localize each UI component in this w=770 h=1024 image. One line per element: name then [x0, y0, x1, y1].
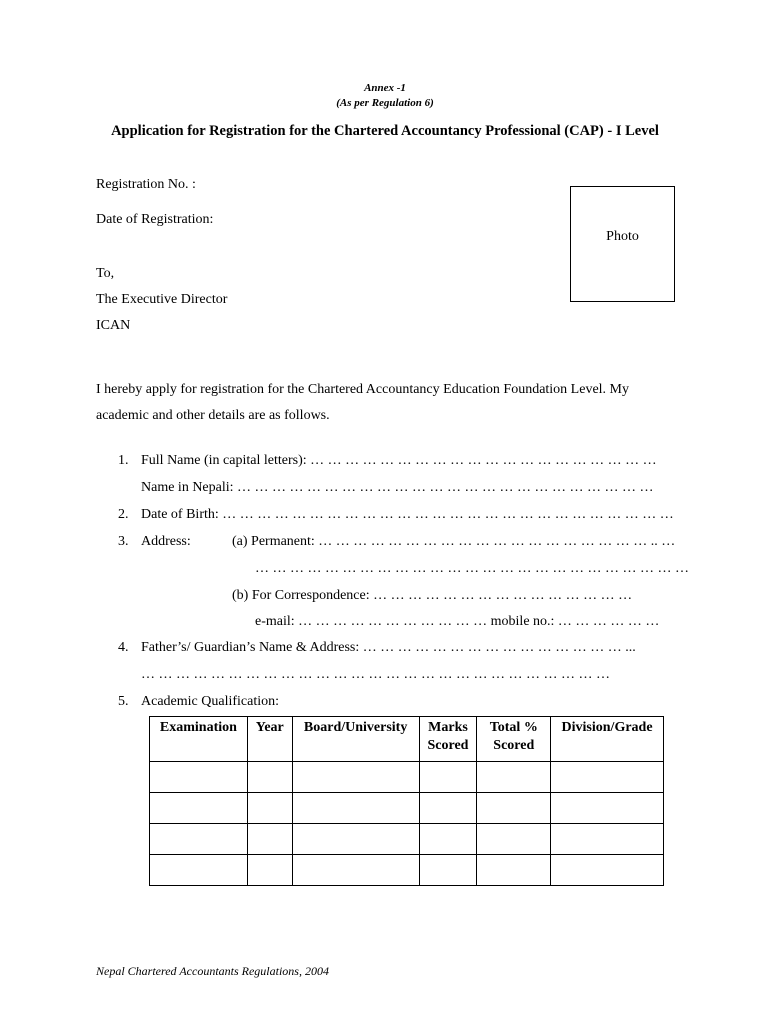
table-header-row [150, 717, 664, 762]
item-number-3: 3. [118, 534, 129, 549]
nepali-name-field[interactable]: Name in Nepali: … … … … … … … … … … … … … … … … … … … … … … … … [141, 480, 654, 495]
qualification-table [149, 716, 664, 886]
table-cell[interactable] [477, 855, 551, 886]
addressee-title: The Executive Director [96, 292, 228, 307]
email-mobile-field[interactable]: e-mail: … … … … … … … … … … … mobile no.: … … … … … … [255, 614, 660, 629]
annex-label: Annex -1 [364, 82, 406, 94]
table-row [150, 855, 664, 886]
item-number-4: 4. [118, 640, 129, 655]
page-title: Application for Registration for the Chartered Accountancy Professional (CAP) - I Level [111, 123, 659, 139]
column-header-board: Board/University [292, 717, 419, 762]
table-cell[interactable] [419, 824, 477, 855]
table-cell[interactable] [551, 824, 664, 855]
item-number-2: 2. [118, 507, 129, 522]
table-cell[interactable] [292, 855, 419, 886]
intro-line-1: I hereby apply for registration for the Chartered Accountancy Education Foundation Level. My [96, 382, 629, 397]
regulation-label: (As per Regulation 6) [336, 97, 434, 109]
column-header-examination: Examination [150, 717, 248, 762]
table-cell[interactable] [150, 793, 248, 824]
table-cell[interactable] [292, 762, 419, 793]
table-cell[interactable] [247, 793, 292, 824]
registration-no-label: Registration No. : [96, 177, 196, 192]
column-header-total: Total % Scored [477, 717, 551, 762]
footer-text: Nepal Chartered Accountants Regulations, 2004 [96, 964, 329, 978]
table-cell[interactable] [551, 855, 664, 886]
table-cell[interactable] [150, 824, 248, 855]
table-cell[interactable] [477, 793, 551, 824]
full-name-field[interactable]: Full Name (in capital letters): … … … … … … … … … … … … … … … … … … … … [141, 453, 657, 468]
table-cell[interactable] [419, 855, 477, 886]
permanent-address-cont-field[interactable]: … … … … … … … … … … … … … … … … … … … … … … … … … [255, 561, 689, 576]
dob-field[interactable]: Date of Birth: … … … … … … … … … … … … … … … … … … … … … … … … … … [141, 507, 674, 522]
photo-label: Photo [606, 229, 639, 244]
addressee-to: To, [96, 266, 115, 281]
table-cell[interactable] [247, 762, 292, 793]
item-number-1: 1. [118, 453, 129, 468]
table-cell[interactable] [247, 855, 292, 886]
table-cell[interactable] [292, 793, 419, 824]
table-row [150, 793, 664, 824]
permanent-address-field[interactable]: (a) Permanent: … … … … … … … … … … … … … … … … … … … .. … [232, 534, 676, 549]
table-cell[interactable] [247, 824, 292, 855]
table-row [150, 824, 664, 855]
table-cell[interactable] [419, 762, 477, 793]
intro-line-2: academic and other details are as follows. [96, 408, 330, 423]
table-cell[interactable] [477, 824, 551, 855]
table-cell[interactable] [150, 855, 248, 886]
item-number-5: 5. [118, 694, 129, 709]
table-row [150, 762, 664, 793]
registration-date-label: Date of Registration: [96, 212, 214, 227]
column-header-marks: Marks Scored [419, 717, 477, 762]
table-cell[interactable] [551, 793, 664, 824]
table-cell[interactable] [419, 793, 477, 824]
guardian-field[interactable]: Father’s/ Guardian’s Name & Address: … … … … … … … … … … … … … … … ... [141, 640, 636, 655]
table-cell[interactable] [292, 824, 419, 855]
guardian-cont-field[interactable]: … … … … … … … … … … … … … … … … … … … … … … … … … … … [141, 667, 610, 682]
column-header-year: Year [247, 717, 292, 762]
academic-qualification-label: Academic Qualification: [141, 694, 279, 709]
column-header-division: Division/Grade [551, 717, 664, 762]
photo-box[interactable] [570, 186, 675, 302]
table-cell[interactable] [477, 762, 551, 793]
address-label: Address: [141, 534, 191, 549]
addressee-org: ICAN [96, 318, 131, 333]
table-cell[interactable] [150, 762, 248, 793]
table-cell[interactable] [551, 762, 664, 793]
correspondence-address-field[interactable]: (b) For Correspondence: … … … … … … … … … … … … … … … [232, 588, 633, 603]
